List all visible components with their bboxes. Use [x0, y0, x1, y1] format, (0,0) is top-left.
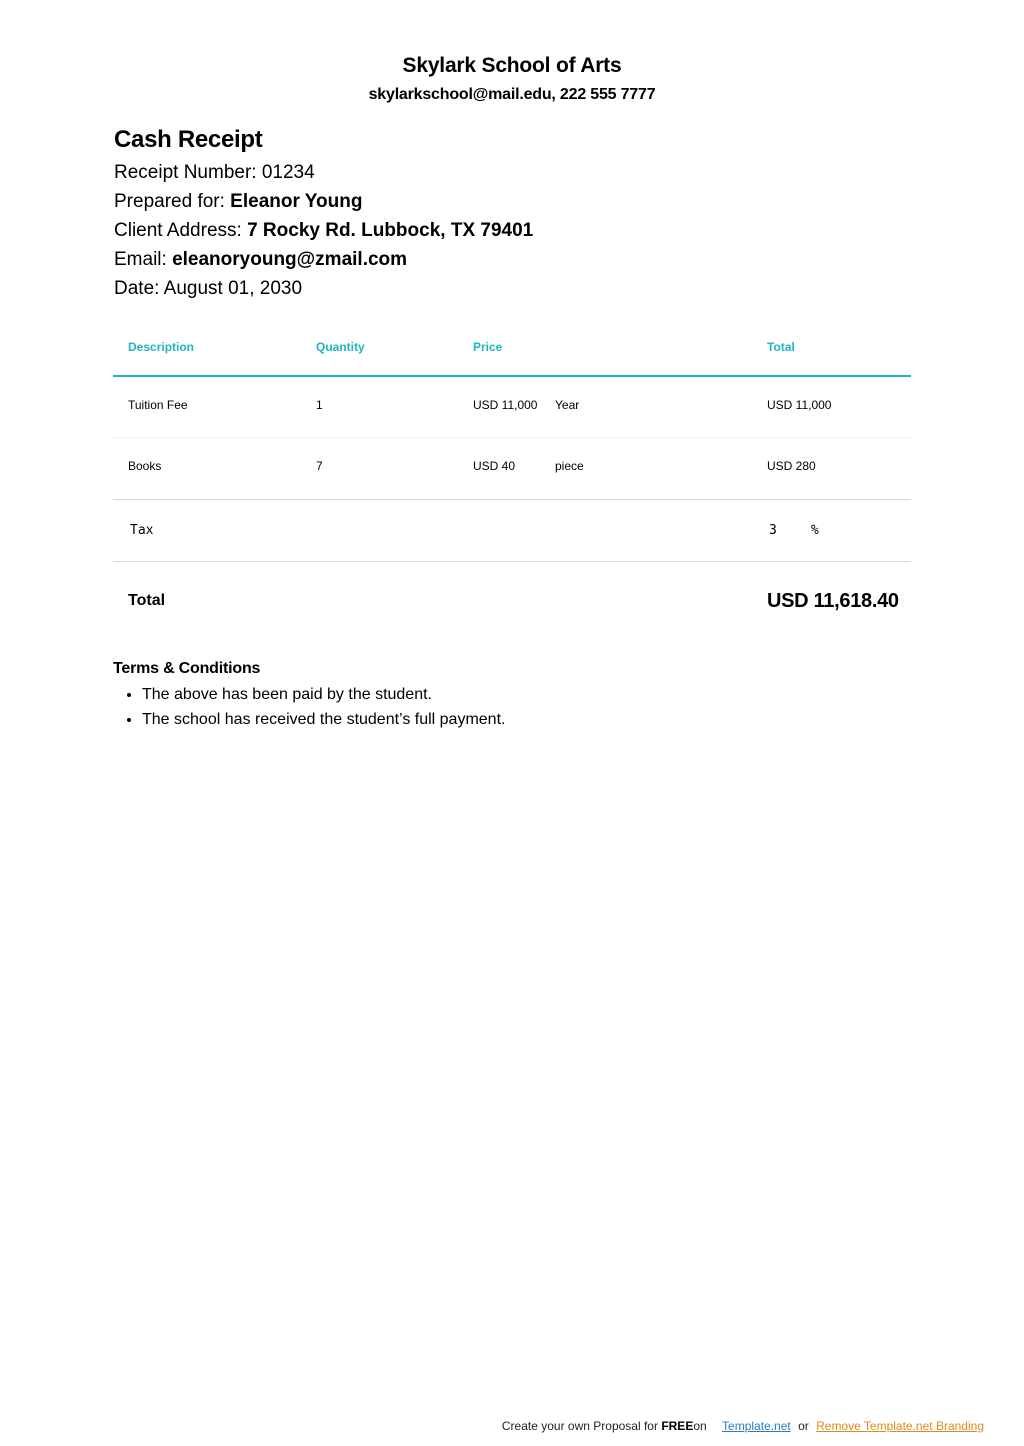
date-line — [114, 277, 302, 301]
footer-branding — [502, 1419, 984, 1433]
header-total: Total — [767, 340, 795, 354]
grand-total-label: Total — [128, 592, 166, 609]
header-price: Price — [473, 340, 503, 354]
row-quantity: 7 — [316, 459, 323, 473]
row-price: USD 40 — [473, 459, 516, 473]
list-item: • The above has been paid by the student. — [142, 682, 505, 707]
receipt-number-label: Receipt Number: — [114, 162, 262, 183]
tax-value: 3 — [769, 523, 777, 538]
prepared-for-label: Prepared for: — [114, 191, 231, 212]
email-line — [114, 248, 407, 272]
school-contact: skylarkschool@mail.edu, 222 555 7777 — [368, 86, 656, 103]
row-unit: Year — [555, 398, 580, 412]
table-row — [113, 377, 911, 438]
date-label: Date: — [114, 278, 164, 299]
row-price: USD 11,000 — [473, 398, 538, 412]
row-total: USD 280 — [767, 459, 816, 473]
row-quantity: 1 — [316, 398, 323, 412]
tax-label: Tax — [130, 523, 154, 538]
header-quantity: Quantity — [316, 340, 365, 354]
table-header — [113, 318, 911, 377]
receipt-number-line — [114, 161, 315, 185]
row-description: Tuition Fee — [128, 398, 188, 412]
email-label: Email: — [114, 249, 173, 270]
footer-prefix: Create your own Proposal for — [501, 1419, 662, 1433]
terms-list — [113, 682, 505, 732]
footer-or: or — [798, 1419, 809, 1433]
footer-on: on — [693, 1419, 707, 1433]
row-description: Books — [128, 459, 162, 473]
email-value: eleanoryoung@zmail.com — [172, 249, 408, 270]
receipt-heading: Cash Receipt — [114, 126, 263, 153]
receipt-table — [113, 318, 911, 640]
client-address-line — [114, 219, 533, 243]
grand-total-row — [113, 562, 911, 640]
list-item: • The school has received the student’s full payment. — [142, 707, 505, 732]
tax-unit: % — [811, 523, 819, 538]
tax-row — [113, 500, 911, 562]
row-unit: piece — [555, 459, 584, 473]
header-description: Description — [128, 340, 195, 354]
template-link[interactable]: Template.net — [722, 1419, 791, 1433]
receipt-number-value: 01234 — [261, 162, 315, 183]
prepared-for-value: Eleanor Young — [230, 191, 363, 212]
footer-free: FREE — [661, 1419, 694, 1433]
row-total: USD 11,000 — [767, 398, 832, 412]
table-row — [113, 438, 911, 500]
terms-title: Terms & Conditions — [113, 660, 261, 677]
prepared-for-line — [114, 190, 363, 214]
grand-total-value: USD 11,618.40 — [767, 590, 899, 612]
client-address-label: Client Address: — [114, 220, 248, 241]
school-name: Skylark School of Arts — [402, 54, 622, 77]
date-value: August 01, 2030 — [163, 278, 303, 299]
client-address-value: 7 Rocky Rd. Lubbock, TX 79401 — [247, 220, 534, 241]
remove-branding-link[interactable]: Remove Template.net Branding — [816, 1419, 984, 1433]
